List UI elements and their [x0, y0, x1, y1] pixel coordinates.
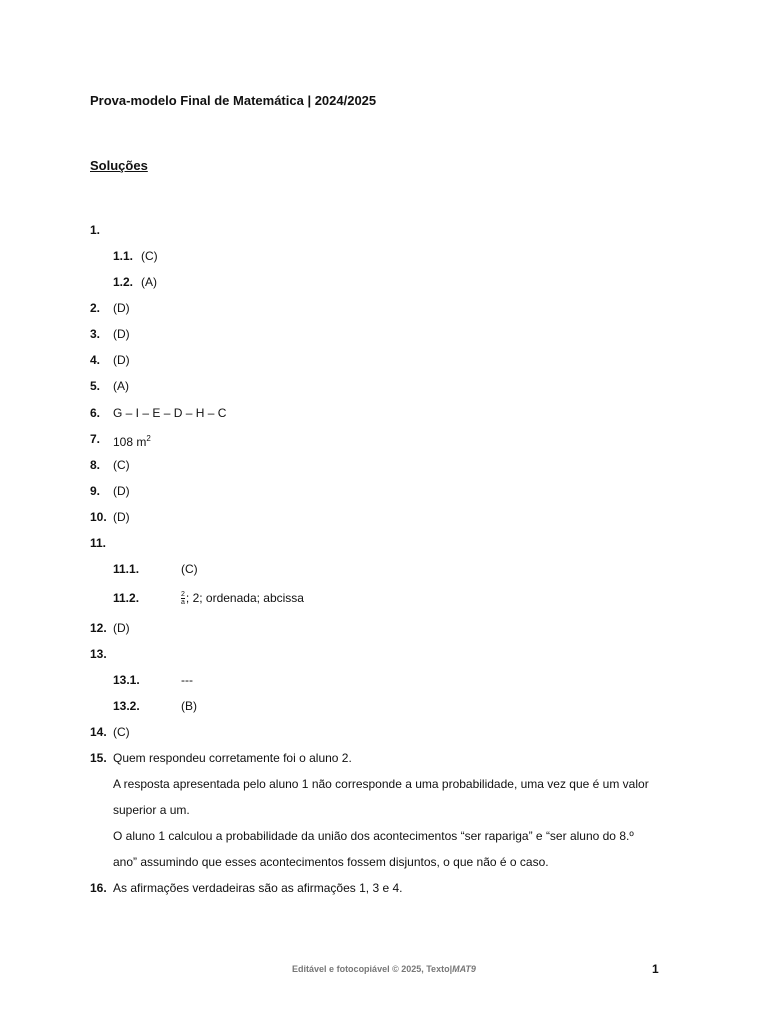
item-answer: (C) [113, 725, 130, 739]
item-answer: (B) [181, 699, 197, 713]
item-number: 6. [90, 406, 101, 420]
item-answer: (A) [141, 275, 157, 289]
item-answer: --- [181, 673, 193, 687]
item-number: 2. [90, 301, 101, 315]
answer-paragraph-line: A resposta apresentada pelo aluno 1 não corresponde a uma probabilidade, uma vez que é um valor [113, 777, 649, 791]
item-answer: (D) [113, 484, 130, 498]
superscript: 2 [146, 434, 151, 443]
answer-text: ; 2; ordenada; abcissa [185, 591, 304, 605]
answer-paragraph-line: ano” assumindo que esses acontecimentos fossem disjuntos, o que não é o caso. [113, 855, 549, 869]
item-answer: (A) [113, 379, 129, 393]
item-number: 8. [90, 458, 101, 472]
item-number: 16. [90, 881, 107, 895]
item-number: 11.2. [113, 591, 140, 605]
item-answer: As afirmações verdadeiras são as afirmações 1, 3 e 4. [113, 881, 403, 895]
answer-paragraph-line: superior a um. [113, 803, 190, 817]
footer-brand: MAT9 [452, 964, 476, 974]
item-number: 9. [90, 484, 101, 498]
item-number: 13.2. [113, 699, 140, 713]
answer-paragraph-line: O aluno 1 calculou a probabilidade da união dos acontecimentos “ser rapariga” e “ser aluno do 8.º [113, 829, 634, 843]
document-title: Prova-modelo Final de Matemática | 2024/2025 [90, 93, 377, 108]
item-number: 1.2. [113, 275, 134, 289]
item-answer: (D) [113, 510, 130, 524]
page-number: 1 [652, 962, 659, 976]
footer-text: Editável e fotocopiável © 2025, Texto| [292, 964, 453, 974]
item-number: 11.1. [113, 562, 140, 576]
item-number: 13.1. [113, 673, 140, 687]
item-answer [181, 590, 304, 606]
item-number: 10. [90, 510, 107, 524]
answer-text: 108 m [113, 435, 147, 449]
item-number: 15. [90, 751, 107, 765]
item-number: 1. [90, 223, 101, 237]
item-number: 13. [90, 647, 107, 661]
item-answer: (C) [181, 562, 198, 576]
item-number: 1.1. [113, 249, 134, 263]
item-answer: (D) [113, 353, 130, 367]
item-number: 7. [90, 432, 101, 446]
item-answer: (D) [113, 621, 130, 635]
fraction [181, 591, 185, 606]
item-number: 4. [90, 353, 101, 367]
section-heading: Soluções [90, 158, 148, 173]
item-number: 12. [90, 621, 107, 635]
item-answer: (C) [113, 458, 130, 472]
item-number: 3. [90, 327, 101, 341]
item-answer: (D) [113, 301, 130, 315]
item-answer: (D) [113, 327, 130, 341]
item-number: 11. [90, 536, 107, 550]
item-number: 14. [90, 725, 107, 739]
item-answer: (C) [141, 249, 158, 263]
fraction-numerator: 2 [181, 591, 185, 599]
fraction-denominator: a [181, 599, 185, 607]
item-answer: Quem respondeu corretamente foi o aluno 2. [113, 751, 352, 765]
item-number: 5. [90, 379, 101, 393]
item-answer [113, 431, 151, 450]
item-answer: G – I – E – D – H – C [113, 406, 227, 420]
